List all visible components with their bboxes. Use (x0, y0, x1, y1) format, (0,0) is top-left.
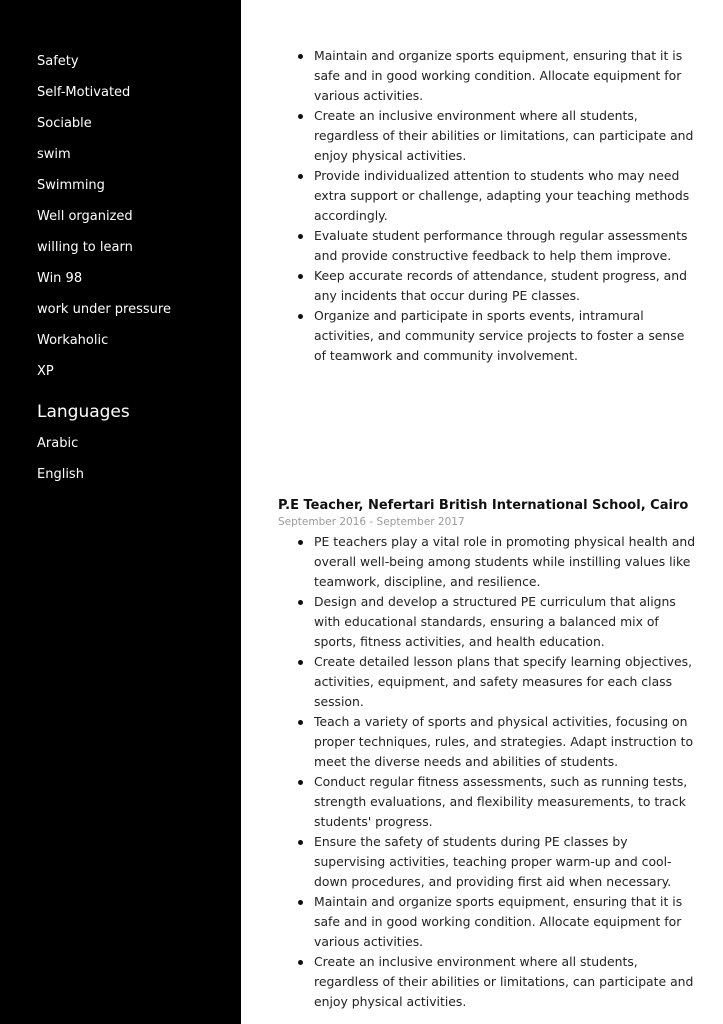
skill-item: work under pressure (37, 302, 171, 317)
bullet-text: Maintain and organize sports equipment, ensuring that it is safe and in good working condition. Allocate equipment for various activities. (314, 894, 683, 949)
skill-item: Safety (37, 54, 79, 69)
bullet-item (278, 166, 698, 226)
bullet-item (278, 772, 698, 832)
bullet-text: Keep accurate records of attendance, student progress, and any incidents that occur during PE classes. (314, 268, 687, 303)
bullet-item (278, 106, 698, 166)
bullet-item (278, 266, 698, 306)
skill-item: Swimming (37, 178, 105, 193)
bullet-dot (298, 174, 303, 179)
languages-list (37, 428, 84, 490)
bullet-text: Organize and participate in sports events, intramural activities, and community service projects to foster a sense of teamwork and community involvement. (314, 308, 685, 363)
job-title: P.E Teacher, Nefertari British International School, Cairo (278, 498, 689, 513)
skill-item: XP (37, 364, 54, 379)
bullet-text: Create an inclusive environment where all students, regardless of their abilities or limitations, can participate and enjoy physical activities. (314, 954, 694, 1009)
skill-item: Self-Motivated (37, 85, 131, 100)
bullet-dot (298, 900, 303, 905)
bullet-dot (298, 314, 303, 319)
bullet-item (278, 592, 698, 652)
bullet-dot (298, 600, 303, 605)
language-item: English (37, 467, 84, 482)
bullet-dot (298, 274, 303, 279)
bullet-dot (298, 54, 303, 59)
skill-item: Well organized (37, 209, 133, 224)
bullet-item (278, 832, 698, 892)
sidebar (0, 0, 241, 1024)
bullet-text: Teach a variety of sports and physical activities, focusing on proper techniques, rules, and strategies. Adapt instruction to meet the diverse needs and abilities of students. (314, 714, 694, 769)
bullet-item (278, 532, 698, 592)
bullet-item (278, 306, 698, 366)
job-entry (278, 497, 698, 1012)
bullet-item (278, 952, 698, 1012)
bullet-item (278, 226, 698, 266)
bullet-text: Provide individualized attention to students who may need extra support or challenge, adapting your teaching methods accordingly. (314, 168, 690, 223)
bullet-text: Create detailed lesson plans that specify learning objectives, activities, equipment, and safety measures for each class session. (314, 654, 693, 709)
bullet-item (278, 712, 698, 772)
job-dates: September 2016 - September 2017 (278, 516, 465, 528)
bullet-text: PE teachers play a vital role in promoting physical health and overall well-being among students while instilling values like teamwork, discipline, and resilience. (314, 534, 696, 589)
languages-heading: Languages (37, 402, 130, 422)
bullet-text: Design and develop a structured PE curriculum that aligns with educational standards, ensuring a balanced mix of sports, fitness activities, and health education. (314, 594, 676, 649)
previous-job-bullets (278, 46, 698, 366)
bullet-item (278, 652, 698, 712)
skills-list (37, 46, 171, 387)
skill-item: Sociable (37, 116, 92, 131)
bullet-text: Evaluate student performance through regular assessments and provide constructive feedback to help them improve. (314, 228, 688, 263)
skill-item: Workaholic (37, 333, 109, 348)
skill-item: willing to learn (37, 240, 133, 255)
bullet-dot (298, 780, 303, 785)
bullet-dot (298, 960, 303, 965)
bullet-text: Ensure the safety of students during PE classes by supervising activities, teaching proper warm-up and cool-down procedures, and providing first aid when necessary. (314, 834, 672, 889)
bullet-dot (298, 660, 303, 665)
skill-item: swim (37, 147, 71, 162)
bullet-dot (298, 720, 303, 725)
bullet-dot (298, 840, 303, 845)
bullet-item (278, 892, 698, 952)
bullet-text: Create an inclusive environment where all students, regardless of their abilities or limitations, can participate and enjoy physical activities. (314, 108, 694, 163)
bullet-text: Maintain and organize sports equipment, ensuring that it is safe and in good working condition. Allocate equipment for various activities. (314, 48, 683, 103)
bullet-dot (298, 114, 303, 119)
skill-item: Win 98 (37, 271, 83, 286)
job-bullets (278, 532, 698, 1012)
bullet-text: Conduct regular fitness assessments, such as running tests, strength evaluations, and flexibility measurements, to track students' progress. (314, 774, 688, 829)
bullet-item (278, 46, 698, 106)
bullet-dot (298, 234, 303, 239)
language-item: Arabic (37, 436, 79, 451)
bullet-dot (298, 540, 303, 545)
